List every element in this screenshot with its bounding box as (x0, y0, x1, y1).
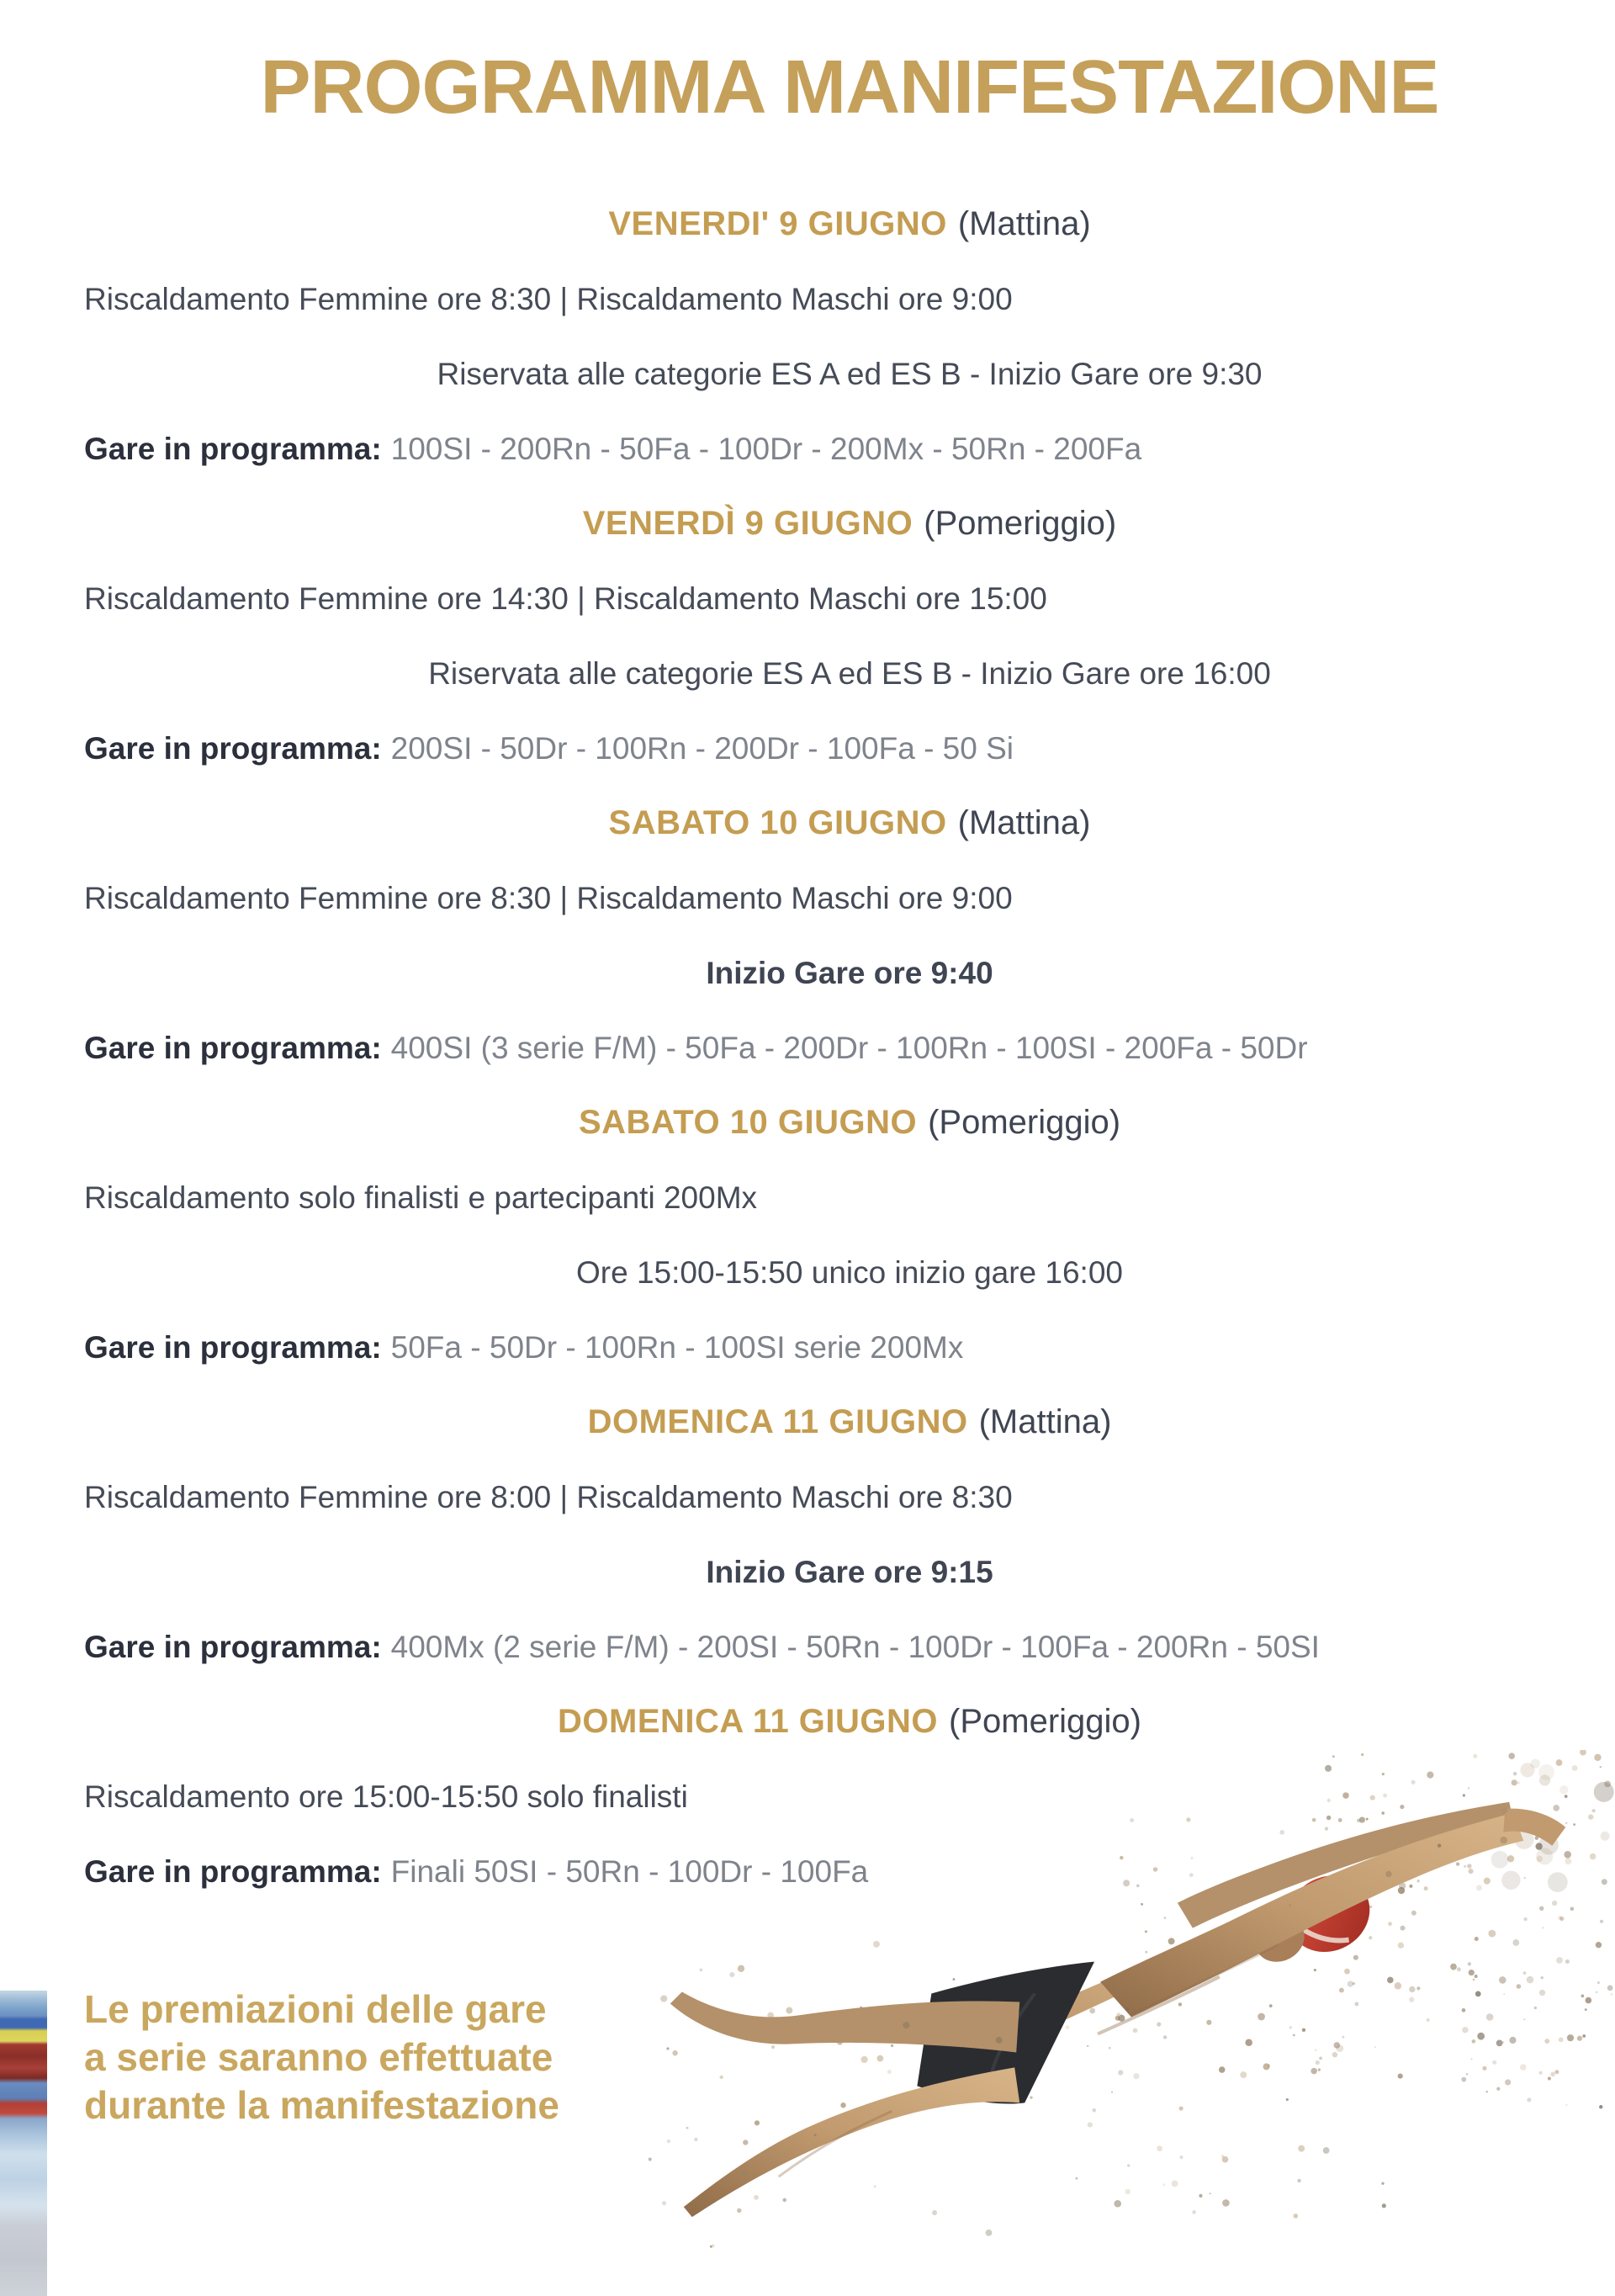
info-line: Riservata alle categorie ES A ed ES B - Inizio Gare ore 16:00 (428, 655, 1271, 691)
races-label: Gare in programma: (84, 1329, 382, 1365)
session-period-label: (Pomeriggio) (928, 1104, 1121, 1141)
awards-note-line: durante la manifestazione (84, 2083, 559, 2127)
section-domenica-pomeriggio (84, 1684, 1615, 1909)
session-day-label: DOMENICA 11 GIUGNO (558, 1703, 939, 1740)
page-title: PROGRAMMA MANIFESTAZIONE (260, 45, 1439, 130)
info-line: Inizio Gare ore 9:40 (706, 955, 993, 990)
session-day-label: VENERDÌ 9 GIUGNO (582, 505, 913, 542)
races-list: 100SI - 200Rn - 50Fa - 100Dr - 200Mx - 50Rn - 200Fa (390, 431, 1142, 466)
races-line (84, 1834, 1615, 1909)
session-day-label: VENERDI' 9 GIUGNO (608, 205, 947, 242)
awards-note (84, 1986, 559, 2129)
section-venerdi-mattina (84, 187, 1615, 486)
races-list: 400Mx (2 serie F/M) - 200SI - 50Rn - 100Dr - 100Fa - 200Rn - 50SI (390, 1629, 1320, 1664)
program-document (84, 0, 1615, 1909)
warmup-line: Riscaldamento Femmine ore 8:30 | Riscaldamento Maschi ore 9:00 (84, 281, 1013, 316)
warmup-line: Riscaldamento Femmine ore 8:00 | Riscaldamento Maschi ore 8:30 (84, 1479, 1013, 1514)
session-period-label: (Mattina) (957, 205, 1091, 242)
section-venerdi-pomeriggio (84, 486, 1615, 786)
races-label: Gare in programma: (84, 1629, 382, 1664)
races-list: 50Fa - 50Dr - 100Rn - 100SI serie 200Mx (390, 1329, 964, 1365)
info-line: Inizio Gare ore 9:15 (706, 1554, 993, 1589)
races-label: Gare in programma: (84, 730, 382, 766)
session-heading (84, 1085, 1615, 1160)
session-day-label: DOMENICA 11 GIUGNO (587, 1403, 968, 1440)
races-line (84, 1609, 1615, 1684)
awards-note-line: Le premiazioni delle gare (84, 1987, 547, 2031)
swimmer-front-leg (684, 2067, 1019, 2217)
session-day-label: SABATO 10 GIUGNO (578, 1104, 918, 1141)
session-heading (84, 1385, 1615, 1460)
info-line: Riservata alle categorie ES A ed ES B - Inizio Gare ore 9:30 (437, 356, 1263, 391)
session-period-label: (Mattina) (978, 1403, 1112, 1440)
races-label: Gare in programma: (84, 1030, 382, 1065)
warmup-line: Riscaldamento Femmine ore 8:30 | Riscaldamento Maschi ore 9:00 (84, 880, 1013, 915)
awards-note-line: a serie saranno effettuate (84, 2035, 553, 2079)
warmup-line: Riscaldamento ore 15:00-15:50 solo finalisti (84, 1779, 688, 1814)
races-line (84, 411, 1615, 486)
races-line (84, 711, 1615, 786)
pool-photo-strip (0, 1991, 47, 2296)
session-heading (84, 187, 1615, 262)
section-sabato-pomeriggio (84, 1085, 1615, 1385)
races-list: Finali 50SI - 50Rn - 100Dr - 100Fa (390, 1853, 869, 1889)
session-heading (84, 486, 1615, 561)
races-list: 400SI (3 serie F/M) - 50Fa - 200Dr - 100Rn - 100SI - 200Fa - 50Dr (390, 1030, 1308, 1065)
races-line (84, 1310, 1615, 1385)
session-period-label: (Mattina) (957, 804, 1091, 841)
races-label: Gare in programma: (84, 1853, 382, 1889)
warmup-line: Riscaldamento solo finalisti e partecipanti 200Mx (84, 1180, 758, 1215)
warmup-line: Riscaldamento Femmine ore 14:30 | Riscaldamento Maschi ore 15:00 (84, 581, 1047, 616)
races-line (84, 1010, 1615, 1085)
section-domenica-mattina (84, 1385, 1615, 1684)
schedule (84, 187, 1615, 1909)
session-heading (84, 1684, 1615, 1759)
session-period-label: (Pomeriggio) (924, 505, 1117, 542)
races-label: Gare in programma: (84, 431, 382, 466)
session-heading (84, 786, 1615, 861)
races-list: 200SI - 50Dr - 100Rn - 200Dr - 100Fa - 50 Si (390, 730, 1014, 766)
session-day-label: SABATO 10 GIUGNO (608, 804, 947, 841)
session-period-label: (Pomeriggio) (949, 1703, 1141, 1740)
info-line: Ore 15:00-15:50 unico inizio gare 16:00 (576, 1254, 1123, 1290)
section-sabato-mattina (84, 786, 1615, 1085)
